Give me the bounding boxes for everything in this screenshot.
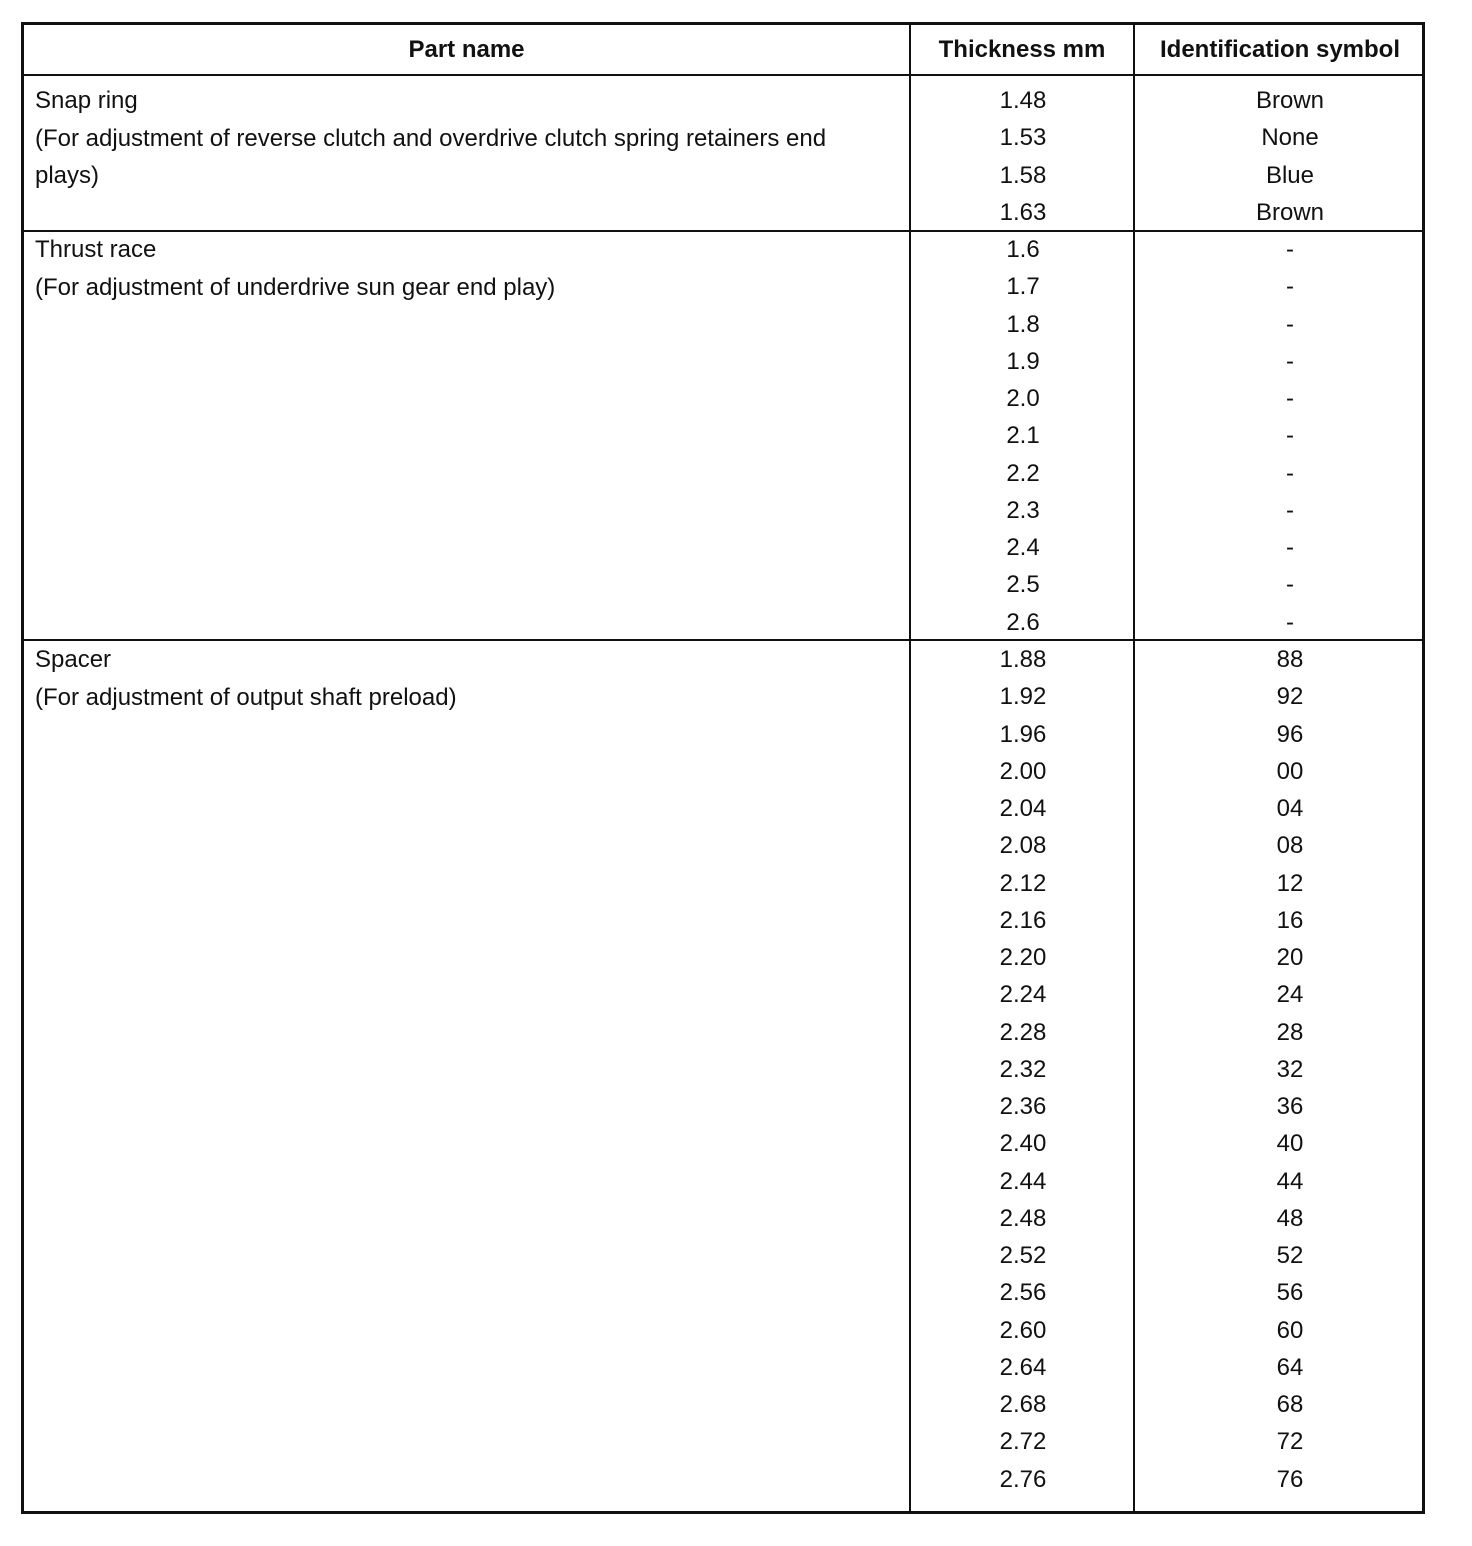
symbol-value: - — [1286, 534, 1294, 561]
symbol-value: 28 — [1276, 1018, 1304, 1046]
thickness-value: 2.3 — [1006, 496, 1040, 524]
part-name-cell — [35, 231, 895, 306]
symbol-value: 32 — [1276, 1055, 1304, 1083]
column-divider-1 — [909, 25, 911, 1511]
symbol-value: 96 — [1276, 720, 1304, 748]
header-part-name: Part name — [408, 36, 525, 63]
thickness-value: 2.5 — [1006, 571, 1040, 599]
symbol-value: - — [1286, 347, 1294, 375]
symbol-column — [1136, 641, 1426, 1498]
symbol-column — [1136, 82, 1426, 231]
thickness-value: 1.53 — [999, 124, 1047, 152]
symbol-value: 08 — [1276, 832, 1304, 860]
symbol-value: 44 — [1276, 1167, 1304, 1195]
symbol-value: 64 — [1276, 1353, 1304, 1381]
thickness-value: 2.52 — [999, 1242, 1047, 1269]
symbol-value: - — [1286, 608, 1294, 636]
symbol-value: 00 — [1276, 757, 1304, 785]
thickness-value: 2.20 — [999, 944, 1047, 971]
parts-table — [21, 22, 1425, 1514]
thickness-value: 1.7 — [1006, 273, 1040, 301]
symbol-value: - — [1286, 571, 1294, 599]
header-thickness: Thickness mm — [938, 36, 1106, 63]
part-description: (For adjustment of underdrive sun gear end play) — [35, 273, 556, 301]
header-identification-symbol: Identification symbol — [1159, 36, 1401, 63]
symbol-value: 76 — [1276, 1465, 1304, 1493]
symbol-column — [1136, 231, 1426, 641]
thickness-value: 1.8 — [1006, 310, 1040, 338]
part-name-cell — [35, 641, 895, 716]
thickness-value: 2.36 — [999, 1093, 1047, 1120]
symbol-value: - — [1286, 310, 1294, 338]
thickness-value: 1.9 — [1006, 347, 1040, 375]
symbol-value: 52 — [1276, 1242, 1304, 1269]
thickness-value: 1.92 — [999, 683, 1047, 711]
thickness-value: 2.4 — [1006, 534, 1040, 561]
thickness-value: 2.0 — [1006, 385, 1040, 412]
thickness-value: 2.48 — [999, 1204, 1047, 1232]
thickness-value: 1.6 — [1006, 236, 1040, 263]
header-divider — [24, 74, 1422, 76]
symbol-value: 24 — [1276, 981, 1304, 1009]
symbol-value: 16 — [1276, 906, 1304, 934]
symbol-value: 40 — [1276, 1130, 1304, 1158]
thickness-value: 2.00 — [999, 757, 1047, 785]
part-title: Snap ring — [35, 87, 138, 114]
thickness-value: 2.68 — [999, 1391, 1047, 1418]
symbol-value: 88 — [1276, 646, 1304, 673]
thickness-value: 2.72 — [999, 1428, 1047, 1456]
symbol-value: Brown — [1255, 198, 1325, 226]
thickness-value: 2.16 — [999, 906, 1047, 934]
thickness-value: 2.2 — [1006, 459, 1040, 487]
thickness-value: 2.32 — [999, 1055, 1047, 1083]
symbol-value: - — [1286, 385, 1294, 412]
symbol-value: 56 — [1276, 1279, 1304, 1307]
symbol-value: 72 — [1276, 1428, 1304, 1456]
symbol-value: 20 — [1276, 944, 1304, 971]
symbol-value: Blue — [1265, 161, 1315, 189]
thickness-value: 2.76 — [999, 1465, 1047, 1493]
thickness-value: 1.96 — [999, 720, 1047, 748]
symbol-value: - — [1286, 236, 1294, 263]
thickness-column — [912, 82, 1134, 231]
thickness-value: 2.60 — [999, 1316, 1047, 1344]
symbol-value: 12 — [1276, 869, 1304, 897]
part-title: Thrust race — [35, 236, 157, 263]
symbol-value: None — [1261, 124, 1319, 152]
symbol-value: - — [1286, 496, 1294, 524]
thickness-value: 2.28 — [999, 1018, 1047, 1046]
part-description: (For adjustment of output shaft preload) — [35, 683, 457, 711]
thickness-value: 1.63 — [999, 198, 1047, 226]
part-title: Spacer — [35, 646, 112, 673]
thickness-value: 2.24 — [999, 981, 1047, 1009]
thickness-value: 2.56 — [999, 1279, 1047, 1307]
thickness-column — [912, 231, 1134, 641]
thickness-value: 1.48 — [999, 87, 1047, 114]
symbol-value: - — [1286, 273, 1294, 301]
symbol-value: 92 — [1276, 683, 1304, 711]
thickness-value: 2.40 — [999, 1130, 1047, 1158]
thickness-value: 2.1 — [1006, 422, 1040, 450]
thickness-value: 2.6 — [1006, 608, 1040, 636]
thickness-value: 2.44 — [999, 1167, 1047, 1195]
thickness-value: 1.88 — [999, 646, 1047, 673]
thickness-value: 2.08 — [999, 832, 1047, 860]
thickness-value: 2.12 — [999, 869, 1047, 897]
symbol-value: 04 — [1276, 795, 1304, 822]
symbol-value: 36 — [1276, 1093, 1304, 1120]
symbol-value: Brown — [1255, 87, 1325, 114]
symbol-value: 68 — [1276, 1391, 1304, 1418]
symbol-value: - — [1286, 459, 1294, 487]
part-name-cell — [35, 82, 895, 195]
thickness-value: 2.04 — [999, 795, 1047, 822]
thickness-value: 1.58 — [999, 161, 1047, 189]
part-description: (For adjustment of reverse clutch and overdrive clutch spring retainers end plays) — [35, 124, 827, 189]
symbol-value: 48 — [1276, 1204, 1304, 1232]
symbol-value: - — [1286, 422, 1294, 450]
symbol-value: 60 — [1276, 1316, 1304, 1344]
thickness-column — [912, 641, 1134, 1498]
thickness-value: 2.64 — [999, 1353, 1047, 1381]
